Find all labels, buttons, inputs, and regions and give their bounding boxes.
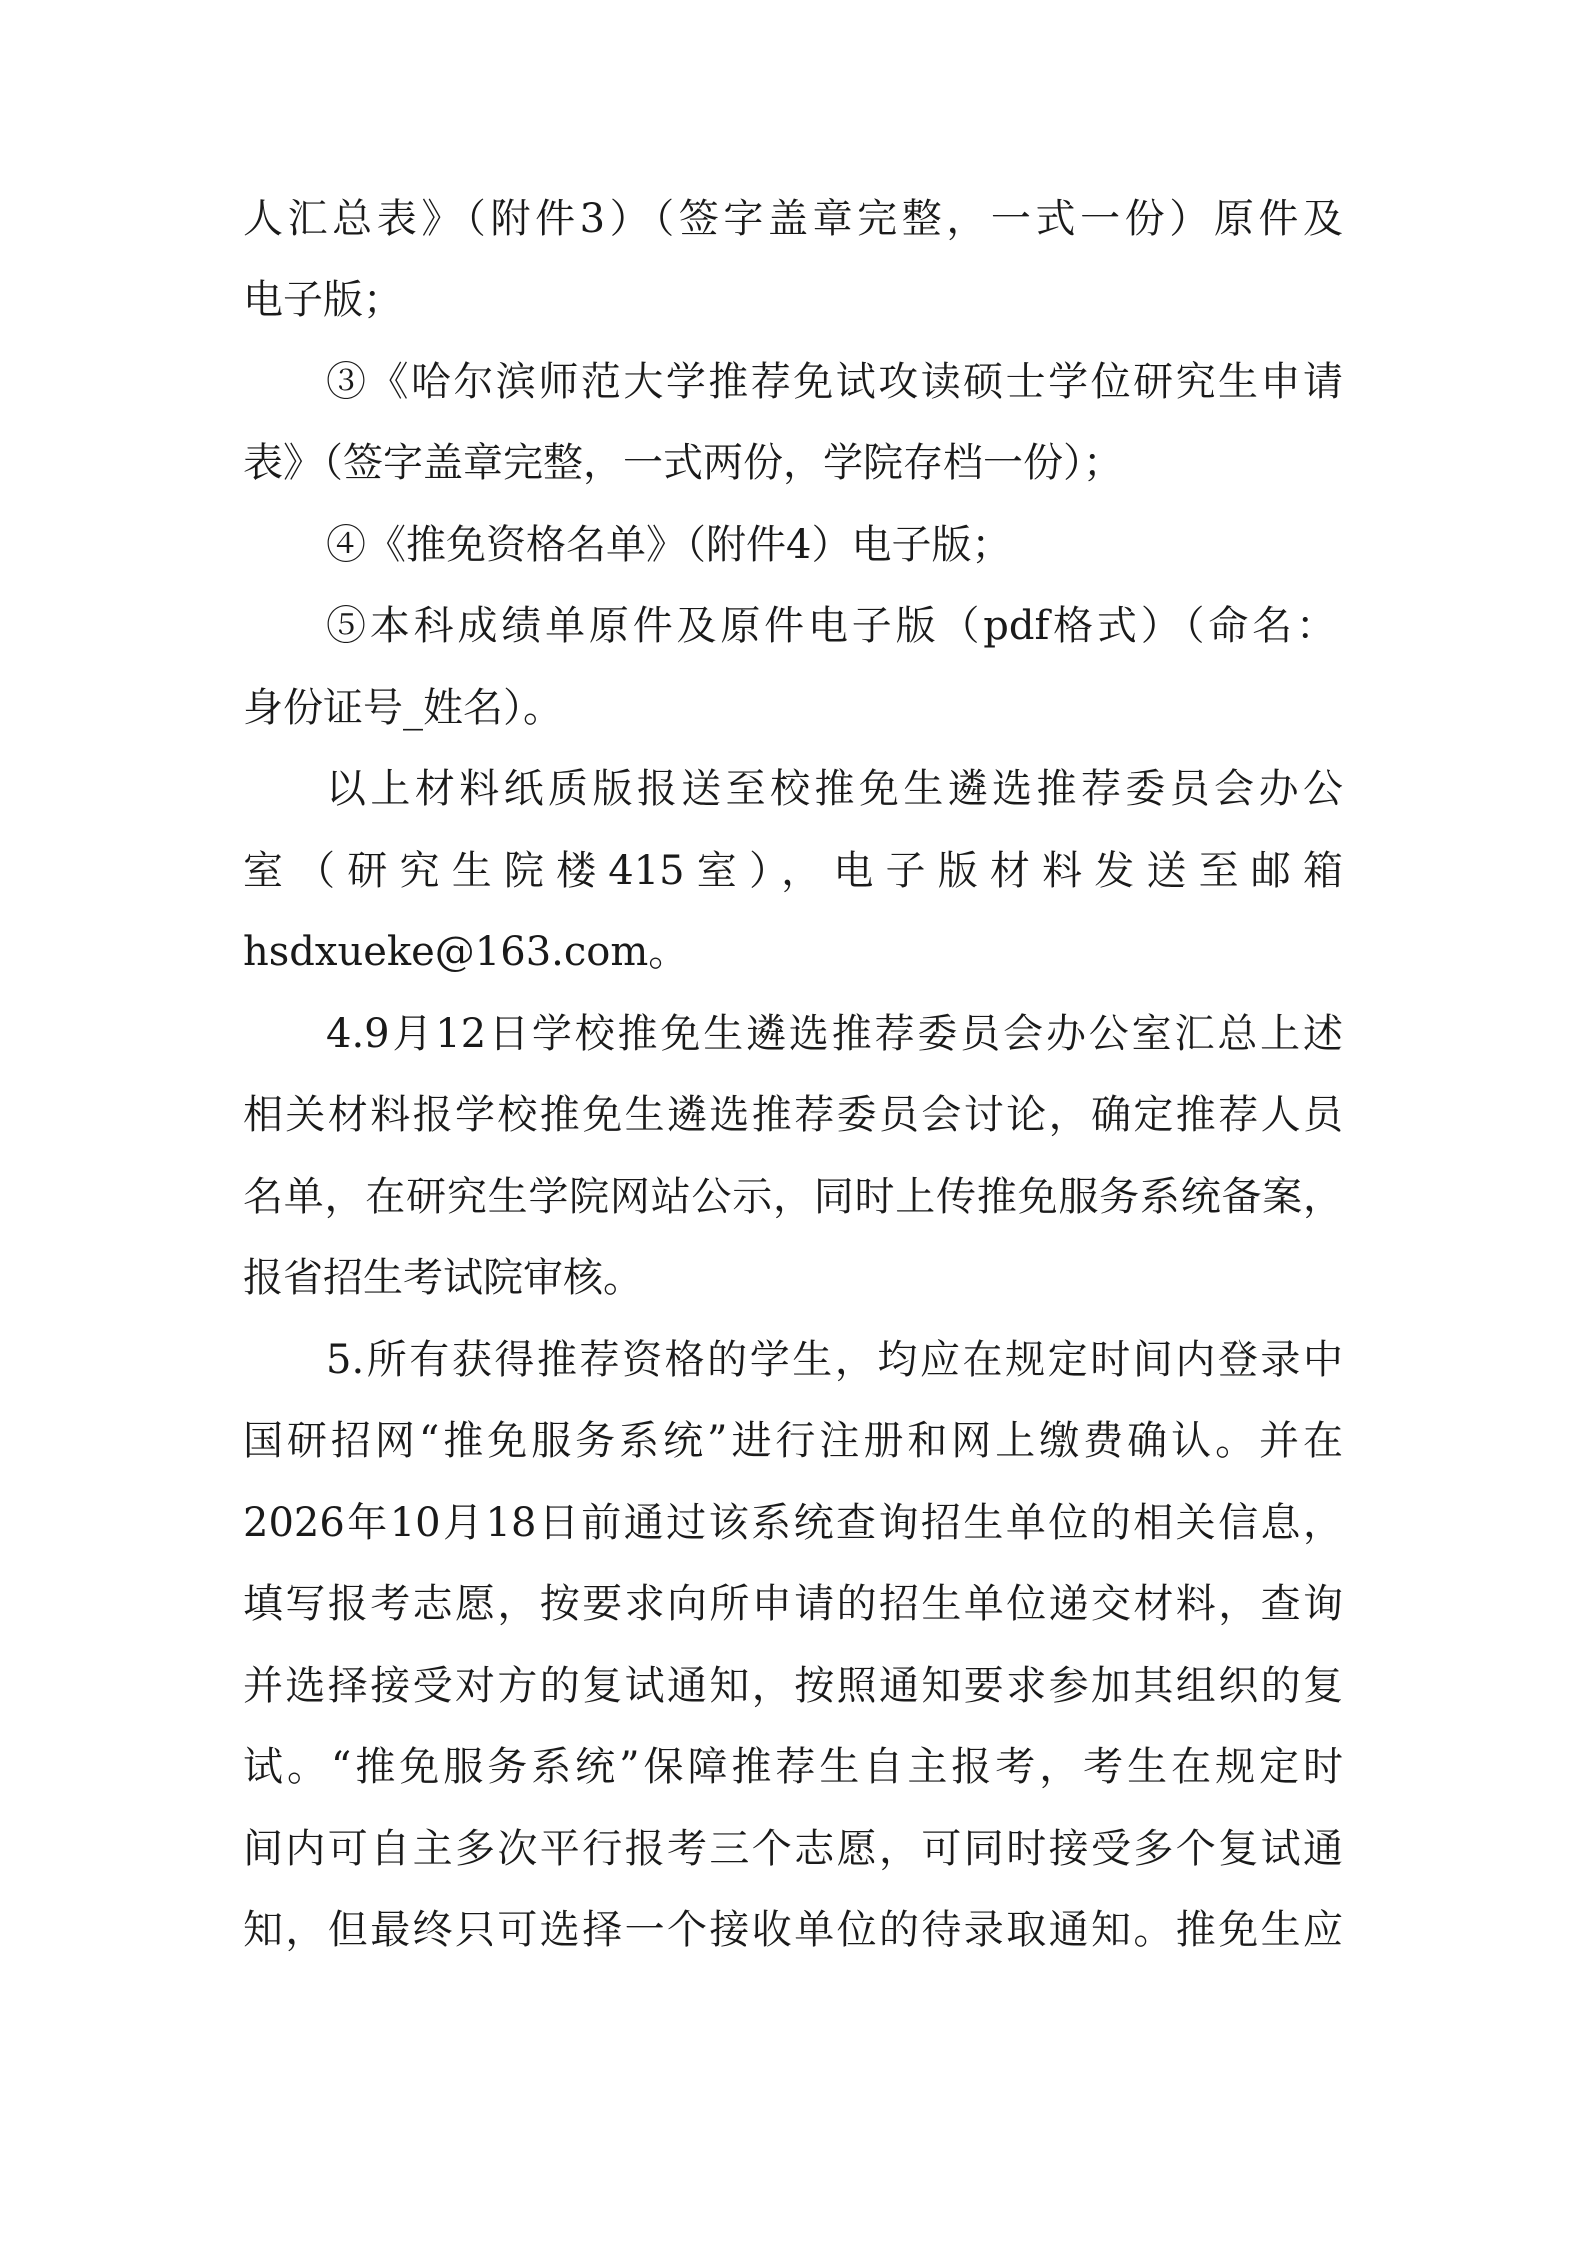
text-line: 间内可自主多次平行报考三个志愿，可同时接受多个复试通 [243, 1826, 1343, 1872]
text-line: 2026年10月18日前通过该系统查询招生单位的相关信息， [243, 1500, 1343, 1546]
text-line: 5.所有获得推荐资格的学生，均应在规定时间内登录中 [326, 1337, 1343, 1383]
text-line: 身份证号_姓名）。 [243, 685, 563, 731]
text-line: 报省招生考试院审核。 [243, 1255, 643, 1301]
text-line: 试。“推免服务系统”保障推荐生自主报考，考生在规定时 [243, 1744, 1343, 1790]
text-line: 4.9月12日学校推免生遴选推荐委员会办公室汇总上述 [326, 1011, 1343, 1057]
text-line: hsdxueke@163.com。 [243, 929, 689, 975]
text-line: 并选择接受对方的复试通知，按照通知要求参加其组织的复 [243, 1663, 1343, 1709]
text-line: 填写报考志愿，按要求向所申请的招生单位递交材料，查询 [243, 1581, 1343, 1627]
text-line: 室（研究生院楼415室），电子版材料发送至邮箱 [243, 848, 1343, 894]
text-line: 名单，在研究生学院网站公示，同时上传推免服务系统备案， [243, 1174, 1343, 1220]
text-line: 以上材料纸质版报送至校推免生遴选推荐委员会办公 [326, 766, 1343, 812]
text-line: 相关材料报学校推免生遴选推荐委员会讨论，确定推荐人员 [243, 1092, 1343, 1138]
text-line: 人汇总表》（附件3）（签字盖章完整，一式一份）原件及 [243, 196, 1343, 242]
text-line: ③《哈尔滨师范大学推荐免试攻读硕士学位研究生申请 [326, 359, 1343, 405]
text-line: 知，但最终只可选择一个接收单位的待录取通知。推免生应 [243, 1907, 1343, 1953]
text-line: ⑤本科成绩单原件及原件电子版（pdf格式）（命名： [326, 603, 1336, 649]
text-line: 国研招网“推免服务系统”进行注册和网上缴费确认。并在 [243, 1418, 1343, 1464]
text-line: ④《推免资格名单》（附件4）电子版； [326, 522, 1012, 568]
text-line: 表》（签字盖章完整，一式两份，学院存档一份）； [243, 440, 1123, 486]
text-line: 电子版； [243, 277, 403, 323]
